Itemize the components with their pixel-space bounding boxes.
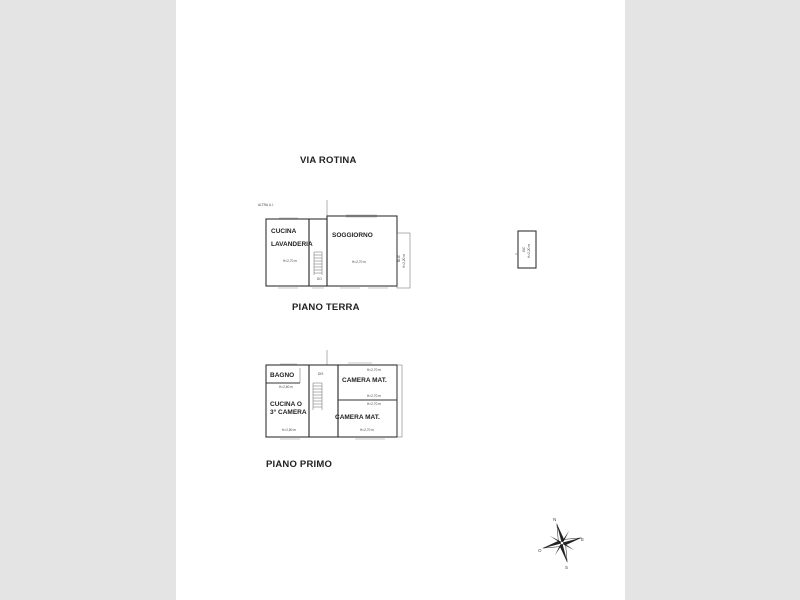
bedroom-2-label: CAMERA MAT. [335, 414, 380, 421]
living-room-height: H=2,70 m [352, 260, 366, 264]
outbuilding-height: H=2,20 m [527, 244, 531, 258]
compass-rose [538, 517, 587, 570]
first-floor-title: PIANO PRIMO [266, 459, 333, 470]
living-room-label: SOGGIORNO [332, 232, 373, 239]
compass-south: S [565, 565, 569, 570]
ground-floor-plan [258, 200, 410, 313]
other-unit-note: ALTRA U.I. [258, 203, 274, 207]
bedroom-1-label: CAMERA MAT. [342, 377, 387, 384]
first-kitchen-label-line1: CUCINA O [270, 401, 302, 408]
stair-core-outline [309, 219, 327, 286]
outbuilding-plan [515, 231, 536, 268]
stair-treads [314, 252, 322, 275]
compass-west: O [538, 548, 542, 553]
bedroom-1-height-top: H=2,70 m [367, 368, 381, 372]
bedrooms-block [338, 365, 397, 437]
bath-height: H=2,60 m [279, 385, 293, 389]
first-floor-plan [266, 350, 402, 470]
ground-kitchen-label-line1: CUCINA [271, 228, 297, 235]
compass-east: E [581, 537, 585, 542]
ground-floor-title: PIANO TERRA [292, 302, 360, 313]
bath-label: BAGNO [270, 372, 295, 379]
ground-kitchen-label-line2: LAVANDERIA [271, 241, 313, 248]
first-floor-stair-treads [313, 383, 322, 410]
stair-mark: DO [317, 277, 322, 281]
living-room-outline [327, 216, 397, 286]
landing-label: DIS [318, 372, 324, 376]
porch-label: BLIC [397, 254, 401, 262]
bedroom-2-height-top: H=2,70 m [367, 402, 381, 406]
outbuilding-label: WC [522, 246, 526, 252]
ground-kitchen-height: H=2,70 m [283, 259, 297, 263]
street-label: VIA ROTINA [300, 155, 357, 166]
first-kitchen-height: H=2,60 m [282, 428, 296, 432]
first-floor-side-strip [397, 365, 402, 437]
bedroom-1-height-bottom: H=2,70 m [367, 394, 381, 398]
bedroom-2-height-bottom: H=2,70 m [360, 428, 374, 432]
porch-height: H=2,20 m [402, 254, 406, 268]
compass-north: N [553, 517, 557, 522]
first-kitchen-label-line2: 3° CAMERA [270, 409, 307, 416]
